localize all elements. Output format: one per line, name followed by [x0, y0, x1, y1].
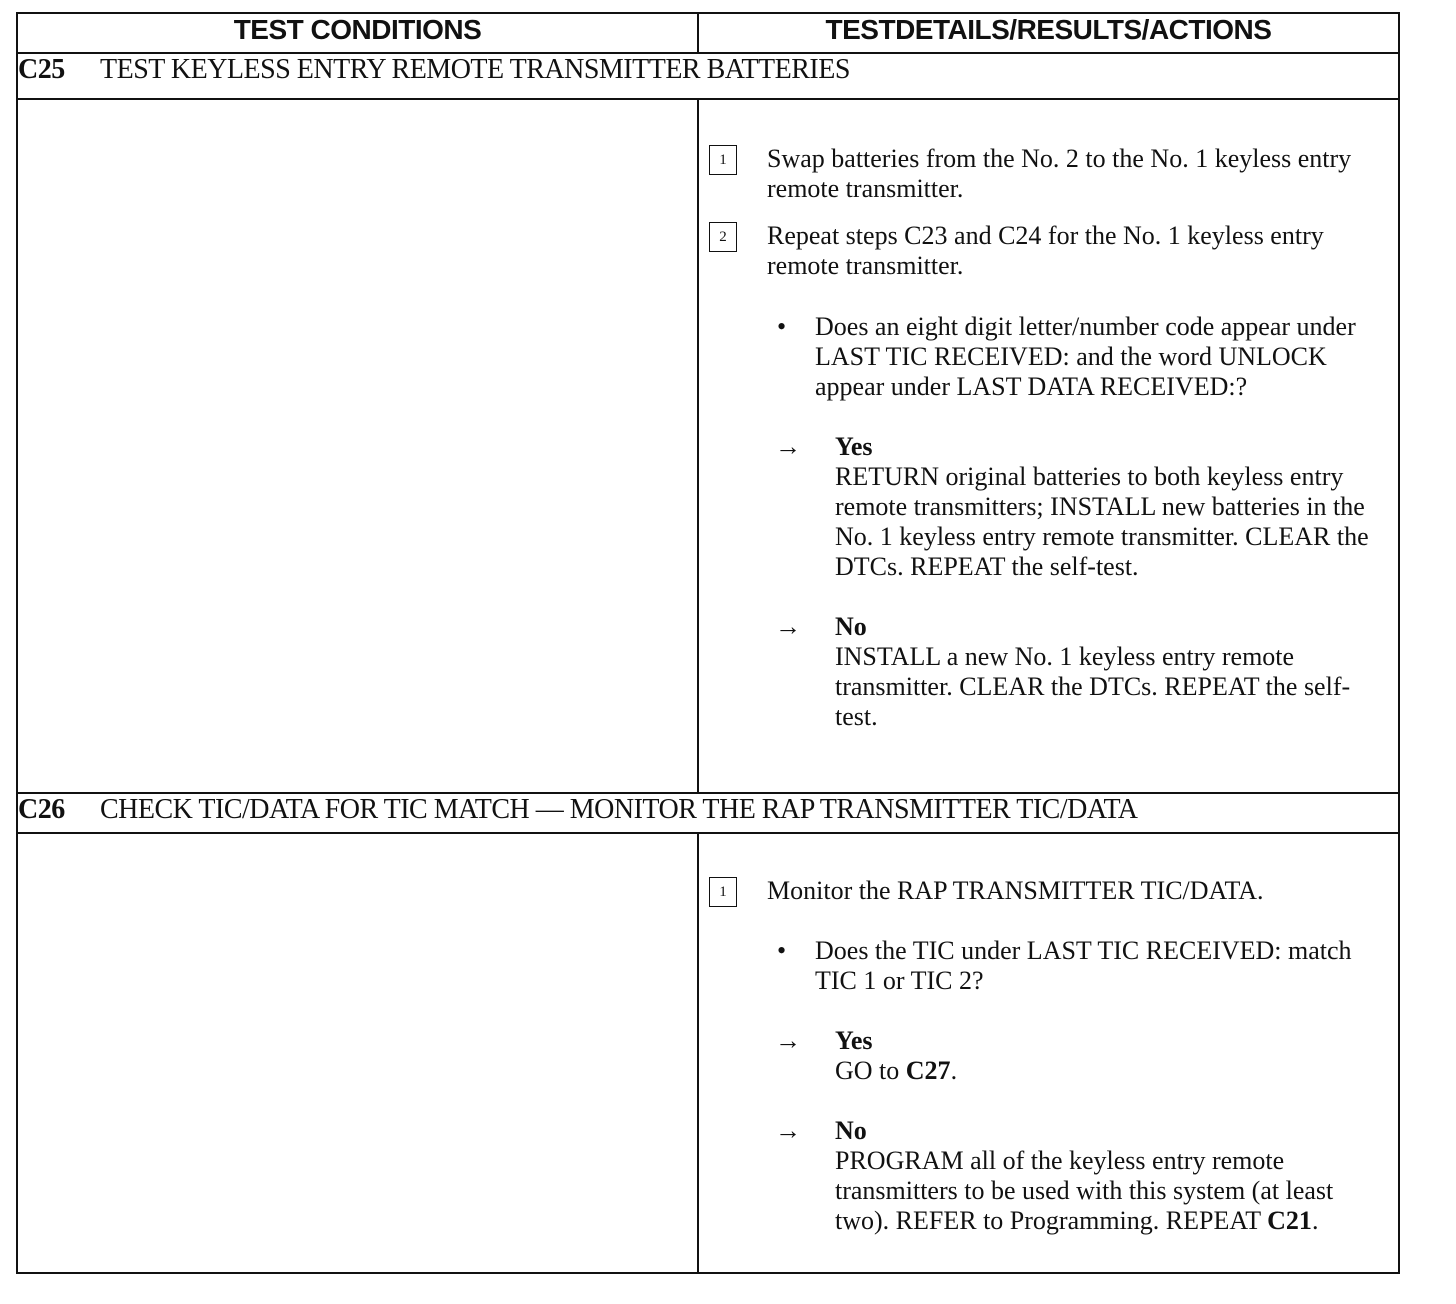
c25-title-row — [17, 53, 1399, 99]
c25-step-2-text: Repeat steps C23 and C24 for the No. 1 keyless entry remote transmitter. — [767, 221, 1324, 280]
c26-no-text-pre: PROGRAM all of the keyless entry remote transmitters to be used with this system (at least two). REFER to Programming. REPEAT — [835, 1146, 1334, 1235]
c26-title — [17, 793, 1399, 833]
c25-title — [17, 53, 1399, 99]
bullet-icon: • — [777, 312, 787, 341]
c25-yes-label: Yes — [835, 432, 873, 461]
test-details-header: TESTDETAILS/RESULTS/ACTIONS — [698, 13, 1399, 53]
arrow-icon: → — [775, 1116, 801, 1145]
arrow-icon: → — [775, 432, 801, 461]
c26-question — [699, 936, 1398, 996]
c25-question-text: Does an eight digit letter/number code appear under LAST TIC RECEIVED: and the word UNLOCK appear under LAST DATA RECEIVED:? — [815, 312, 1356, 401]
c26-actions-cell — [698, 833, 1399, 1273]
c26-title-row — [17, 793, 1399, 833]
c25-actions-cell — [698, 99, 1399, 793]
c26-yes-text-pre: GO to — [835, 1056, 906, 1085]
c25-step-id: C25 — [18, 54, 65, 85]
c26-yes-label: Yes — [835, 1026, 873, 1055]
c25-question — [699, 312, 1398, 402]
test-conditions-header: TEST CONDITIONS — [17, 13, 698, 53]
c25-step-1-text: Swap batteries from the No. 2 to the No. 1 keyless entry remote transmitter. — [767, 144, 1352, 203]
c25-test-conditions-cell — [17, 99, 698, 793]
c26-step-1 — [699, 876, 1398, 906]
arrow-icon: → — [775, 612, 801, 641]
c26-yes-text — [835, 1056, 1378, 1086]
c25-no-label: No — [835, 612, 867, 641]
c26-yes-ref: C27 — [905, 1056, 951, 1085]
step-number-box: 1 — [709, 877, 737, 907]
c26-no-text-post: . — [1311, 1206, 1319, 1235]
c26-yes-result — [699, 1026, 1398, 1086]
diagnostic-table — [16, 12, 1400, 1274]
c25-no-text: INSTALL a new No. 1 keyless entry remote transmitter. CLEAR the DTCs. REPEAT the self-test. — [835, 642, 1351, 731]
c25-step-2 — [699, 221, 1398, 281]
c26-no-text — [835, 1146, 1378, 1236]
bullet-icon: • — [777, 936, 787, 965]
c26-yes-text-post: . — [950, 1056, 958, 1085]
arrow-icon: → — [775, 1026, 801, 1055]
c26-test-conditions-cell — [17, 833, 698, 1273]
c26-body-row — [17, 833, 1399, 1273]
c26-question-text: Does the TIC under LAST TIC RECEIVED: match TIC 1 or TIC 2? — [815, 936, 1352, 995]
c26-step-id: C26 — [18, 794, 65, 825]
c26-no-ref: C21 — [1267, 1206, 1312, 1235]
step-number-box: 2 — [709, 222, 737, 252]
c25-step-1 — [699, 144, 1398, 204]
c26-no-label: No — [835, 1116, 867, 1145]
c25-body-row — [17, 99, 1399, 793]
c25-yes-result — [699, 432, 1398, 582]
c25-no-result — [699, 612, 1398, 732]
c26-step-1-text: Monitor the RAP TRANSMITTER TIC/DATA. — [767, 876, 1264, 905]
step-number-box: 1 — [709, 145, 737, 175]
header-row — [17, 13, 1399, 53]
c25-yes-text: RETURN original batteries to both keyless entry remote transmitters; INSTALL new batteries in the No. 1 keyless entry remote transmitter. CLEAR the DTCs. REPEAT the self-test. — [835, 462, 1369, 581]
c26-step-title: CHECK TIC/DATA FOR TIC MATCH — MONITOR THE RAP TRANSMITTER TIC/DATA — [100, 794, 1138, 825]
c25-step-title: TEST KEYLESS ENTRY REMOTE TRANSMITTER BATTERIES — [100, 54, 850, 85]
diagnostic-page — [16, 12, 1398, 1274]
c26-no-result — [699, 1116, 1398, 1236]
